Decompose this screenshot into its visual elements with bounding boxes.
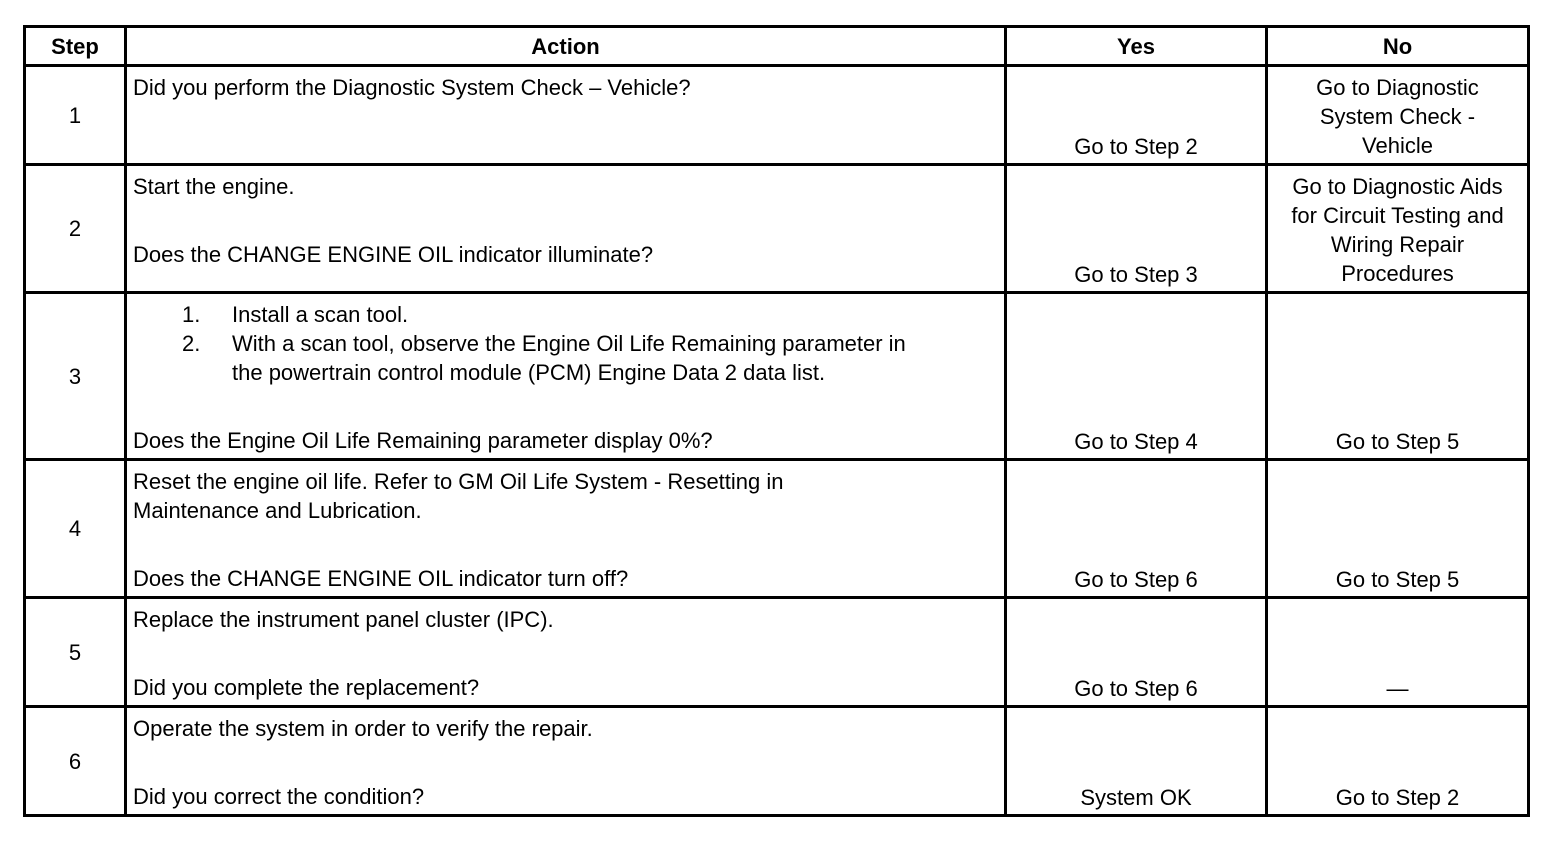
yes-cell: Go to Step 2 [1006,66,1267,165]
substep-number: 2. [182,331,201,356]
header-row [25,27,1529,66]
action-cell [126,66,1006,165]
substep-item [133,329,998,387]
substep-text: With a scan tool, observe the Engine Oil Life Remaining parameter in [232,331,906,356]
no-line: for Circuit Testing and [1291,203,1504,228]
table-row [25,66,1529,165]
substep-number: 1. [182,302,201,327]
substep-list [133,300,998,387]
table-row [25,293,1529,460]
action-cell [126,165,1006,293]
yes-cell: Go to Step 6 [1006,598,1267,707]
action-question: Did you correct the condition? [133,784,425,809]
no-line: Go to Diagnostic Aids [1292,174,1503,199]
action-text: Replace the instrument panel cluster (IPC). [133,607,554,632]
table-row [25,707,1529,816]
action-cell [126,293,1006,460]
table-row [25,598,1529,707]
no-line: Wiring Repair [1330,232,1465,257]
no-cell: — [1267,598,1529,707]
no-line: Procedures [1341,261,1454,286]
substep-text: Install a scan tool. [232,302,409,327]
header-no: No [1267,27,1529,66]
action-question: Does the CHANGE ENGINE OIL indicator illuminate? [133,242,654,267]
action-question: Did you complete the replacement? [133,675,480,700]
substep-item [133,300,998,329]
action-text: Operate the system in order to verify the repair. [133,716,593,741]
diagnostic-table [23,25,1530,817]
substep-text: the powertrain control module (PCM) Engine Data 2 data list. [232,360,826,385]
no-cell: Go to Step 5 [1267,293,1529,460]
step-number: 6 [25,707,126,816]
header-step: Step [25,27,126,66]
action-text: Maintenance and Lubrication. [133,498,422,523]
step-number: 4 [25,460,126,598]
action-question: Does the CHANGE ENGINE OIL indicator turn off? [133,566,629,591]
action-text: Reset the engine oil life. Refer to GM Oil Life System - Resetting in [133,469,784,494]
no-line: Go to Diagnostic [1316,75,1479,100]
header-action: Action [126,27,1006,66]
no-cell: Go to Step 5 [1267,460,1529,598]
no-line: Vehicle [1362,133,1433,158]
yes-cell: Go to Step 3 [1006,165,1267,293]
action-cell [126,460,1006,598]
header-yes: Yes [1006,27,1267,66]
action-cell [126,598,1006,707]
yes-cell: Go to Step 6 [1006,460,1267,598]
yes-cell: System OK [1006,707,1267,816]
no-cell [1267,66,1529,165]
step-number: 5 [25,598,126,707]
step-number: 2 [25,165,126,293]
action-text: Start the engine. [133,174,295,199]
table-row [25,165,1529,293]
no-cell [1267,165,1529,293]
action-text: Did you perform the Diagnostic System Check – Vehicle? [133,75,691,100]
step-number: 3 [25,293,126,460]
no-cell: Go to Step 2 [1267,707,1529,816]
step-number: 1 [25,66,126,165]
table-row [25,460,1529,598]
action-question: Does the Engine Oil Life Remaining parameter display 0%? [133,428,713,453]
action-cell [126,707,1006,816]
yes-cell: Go to Step 4 [1006,293,1267,460]
no-line: System Check - [1319,104,1476,129]
